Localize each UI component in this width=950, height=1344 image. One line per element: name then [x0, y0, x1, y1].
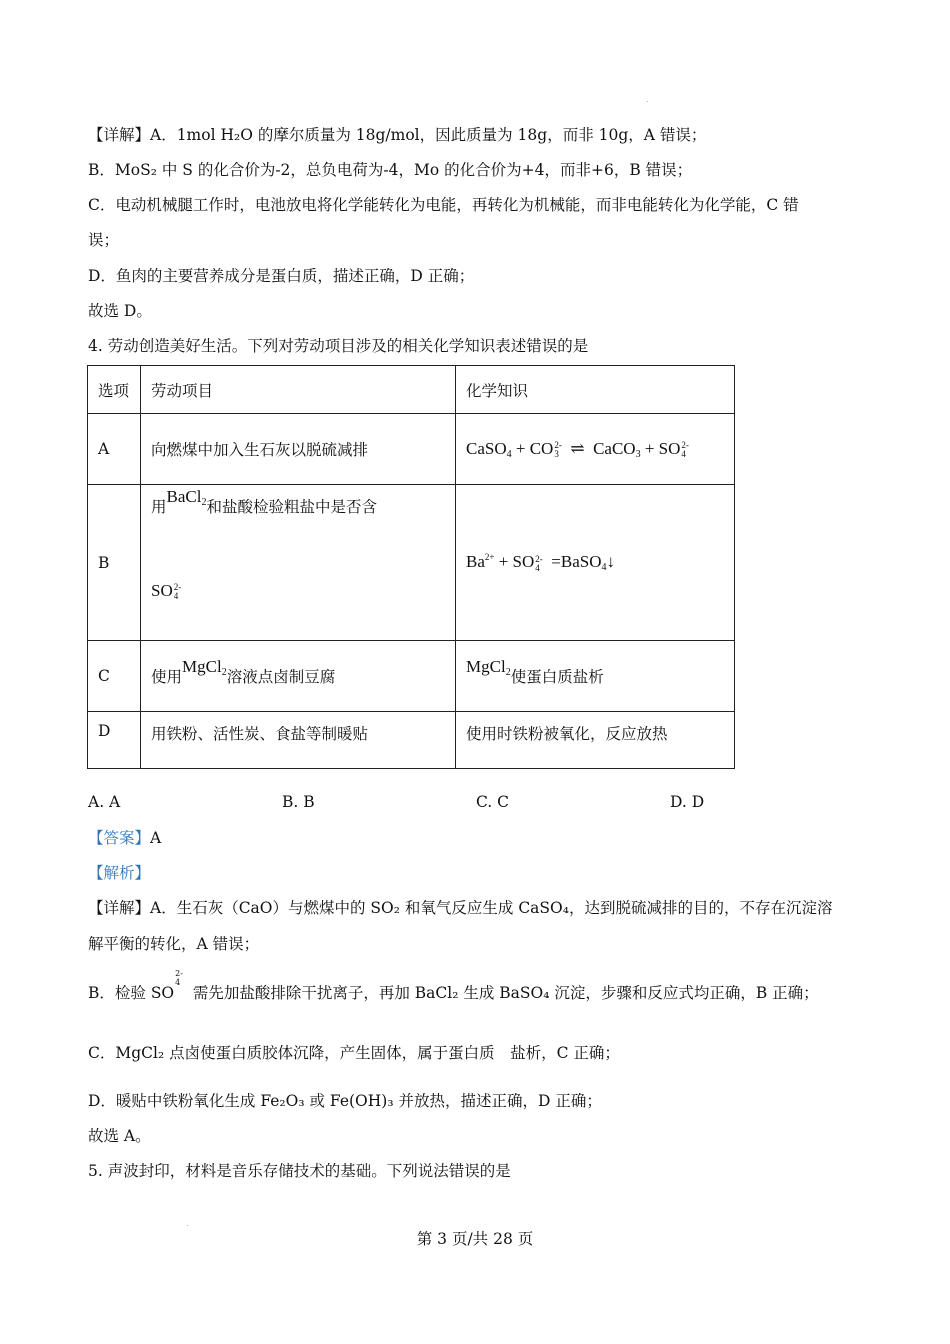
prev-conclusion: 故选 D。 — [88, 302, 152, 320]
option-a[interactable]: A. A — [88, 793, 121, 811]
detail-c-line: C．MgCl₂ 点卤使蛋白质胶体沉降，产生固体，属于蛋白质 盐析，C 正确； — [88, 1044, 620, 1062]
question-5-stem: 5. 声波封印，材料是音乐存储技术的基础。下列说法错误的是 — [88, 1162, 511, 1180]
row-c-project-prefix: 使用 — [151, 668, 183, 686]
prev-detail-line-d: D．鱼肉的主要营养成分是蛋白质，描述正确，D 正确； — [88, 267, 475, 285]
row-a-knowledge — [456, 414, 735, 485]
detail-b-line — [88, 969, 819, 1003]
row-b-project-ion: SO 2- 4 — [151, 581, 182, 602]
prev-detail-line-c: C．电动机械腿工作时，电池放电将化学能转化为电能，再转化为机械能，而非电能转化为化学能，C 错 — [88, 196, 799, 214]
prev-detail-line-b: B．MoS₂ 中 S 的化合价为-2，总负电荷为-4，Mo 的化合价为+4，而非+6，B 错误； — [88, 161, 693, 179]
row-c-knowledge-formula: MgCl$_2$ — [466, 657, 511, 678]
row-c-project-formula: MgCl$_2$ — [182, 657, 227, 678]
row-c-project — [141, 641, 456, 712]
row-d-knowledge: 使用时铁粉被氧化，反应放热 — [456, 712, 735, 769]
row-b-knowledge — [456, 485, 735, 641]
row-b-project — [141, 485, 456, 641]
scan-dot: . — [646, 95, 649, 104]
detail-a-line-1: 【详解】A．生石灰（CaO）与燃煤中的 SO₂ 和氧气反应生成 CaSO₄，达到脱硫减排的目的，不存在沉淀溶 — [88, 899, 833, 917]
answer-label: 【答案】 — [88, 829, 151, 847]
row-b-project-suffix: 和盐酸检验粗盐中是否含 — [206, 498, 377, 516]
detail-b-prefix: B．检验 SO — [88, 984, 175, 1002]
row-b-project-formula: BaCl$_2$ — [166, 487, 207, 508]
row-c-knowledge — [456, 641, 735, 712]
detail-d-line: D．暖贴中铁粉氧化生成 Fe₂O₃ 或 Fe(OH)₃ 并放热，描述正确，D 正确； — [88, 1092, 602, 1110]
row-a-option: A — [88, 414, 141, 485]
table-row — [88, 712, 735, 769]
row-b-project-prefix: 用 — [151, 498, 167, 516]
detail-a-line-2: 解平衡的转化，A 错误； — [88, 935, 260, 953]
question-4-table — [87, 365, 735, 769]
option-d[interactable]: D. D — [670, 793, 705, 811]
option-b[interactable]: B. B — [282, 793, 315, 811]
question-4-stem: 4. 劳动创造美好生活。下列对劳动项目涉及的相关化学知识表述错误的是 — [88, 337, 589, 355]
row-a-project: 向燃煤中加入生石灰以脱硫减排 — [141, 414, 456, 485]
option-c[interactable]: C. C — [476, 793, 510, 811]
row-c-option: C — [88, 641, 141, 712]
header-option: 选项 — [88, 366, 141, 414]
equation-a: CaSO$_4$ + CO 2- 3 ⇌ CaCO$_3$ + SO 2- 4 — [466, 438, 689, 460]
q4-conclusion: 故选 A。 — [88, 1127, 151, 1145]
header-knowledge: 化学知识 — [456, 366, 735, 414]
detail-b-suffix: 需先加盐酸排除干扰离子，再加 BaCl₂ 生成 BaSO₄ 沉淀，步骤和反应式均正确，B 正确； — [192, 984, 819, 1002]
prev-detail-line-c-cont: 误； — [88, 231, 120, 249]
row-d-option: D — [88, 712, 141, 769]
table-row — [88, 485, 735, 641]
page-footer: 第 3 页/共 28 页 — [416, 1230, 534, 1248]
table-header-row — [88, 366, 735, 414]
analysis-label: 【解析】 — [88, 864, 151, 882]
table-row — [88, 414, 735, 485]
header-project: 劳动项目 — [141, 366, 456, 414]
row-c-project-suffix: 溶液点卤制豆腐 — [226, 668, 336, 686]
answer-line — [88, 828, 161, 848]
row-b-option: B — [88, 485, 141, 641]
table-row — [88, 641, 735, 712]
detail-b-ion-charge: 2- 4 — [175, 969, 183, 987]
scan-dot: . — [186, 1219, 189, 1228]
row-d-project: 用铁粉、活性炭、食盐等制暖贴 — [141, 712, 456, 769]
answer-value: A — [150, 829, 162, 847]
prev-detail-line-a: 【详解】A．1mol H₂O 的摩尔质量为 18g/mol，因此质量为 18g，而非 10g，A 错误； — [88, 126, 707, 144]
row-c-knowledge-suffix: 使蛋白质盐析 — [510, 668, 604, 686]
equation-b: $Ba^{2+}$ + SO 2- 4 =BaSO$_4$↓ — [466, 552, 615, 574]
